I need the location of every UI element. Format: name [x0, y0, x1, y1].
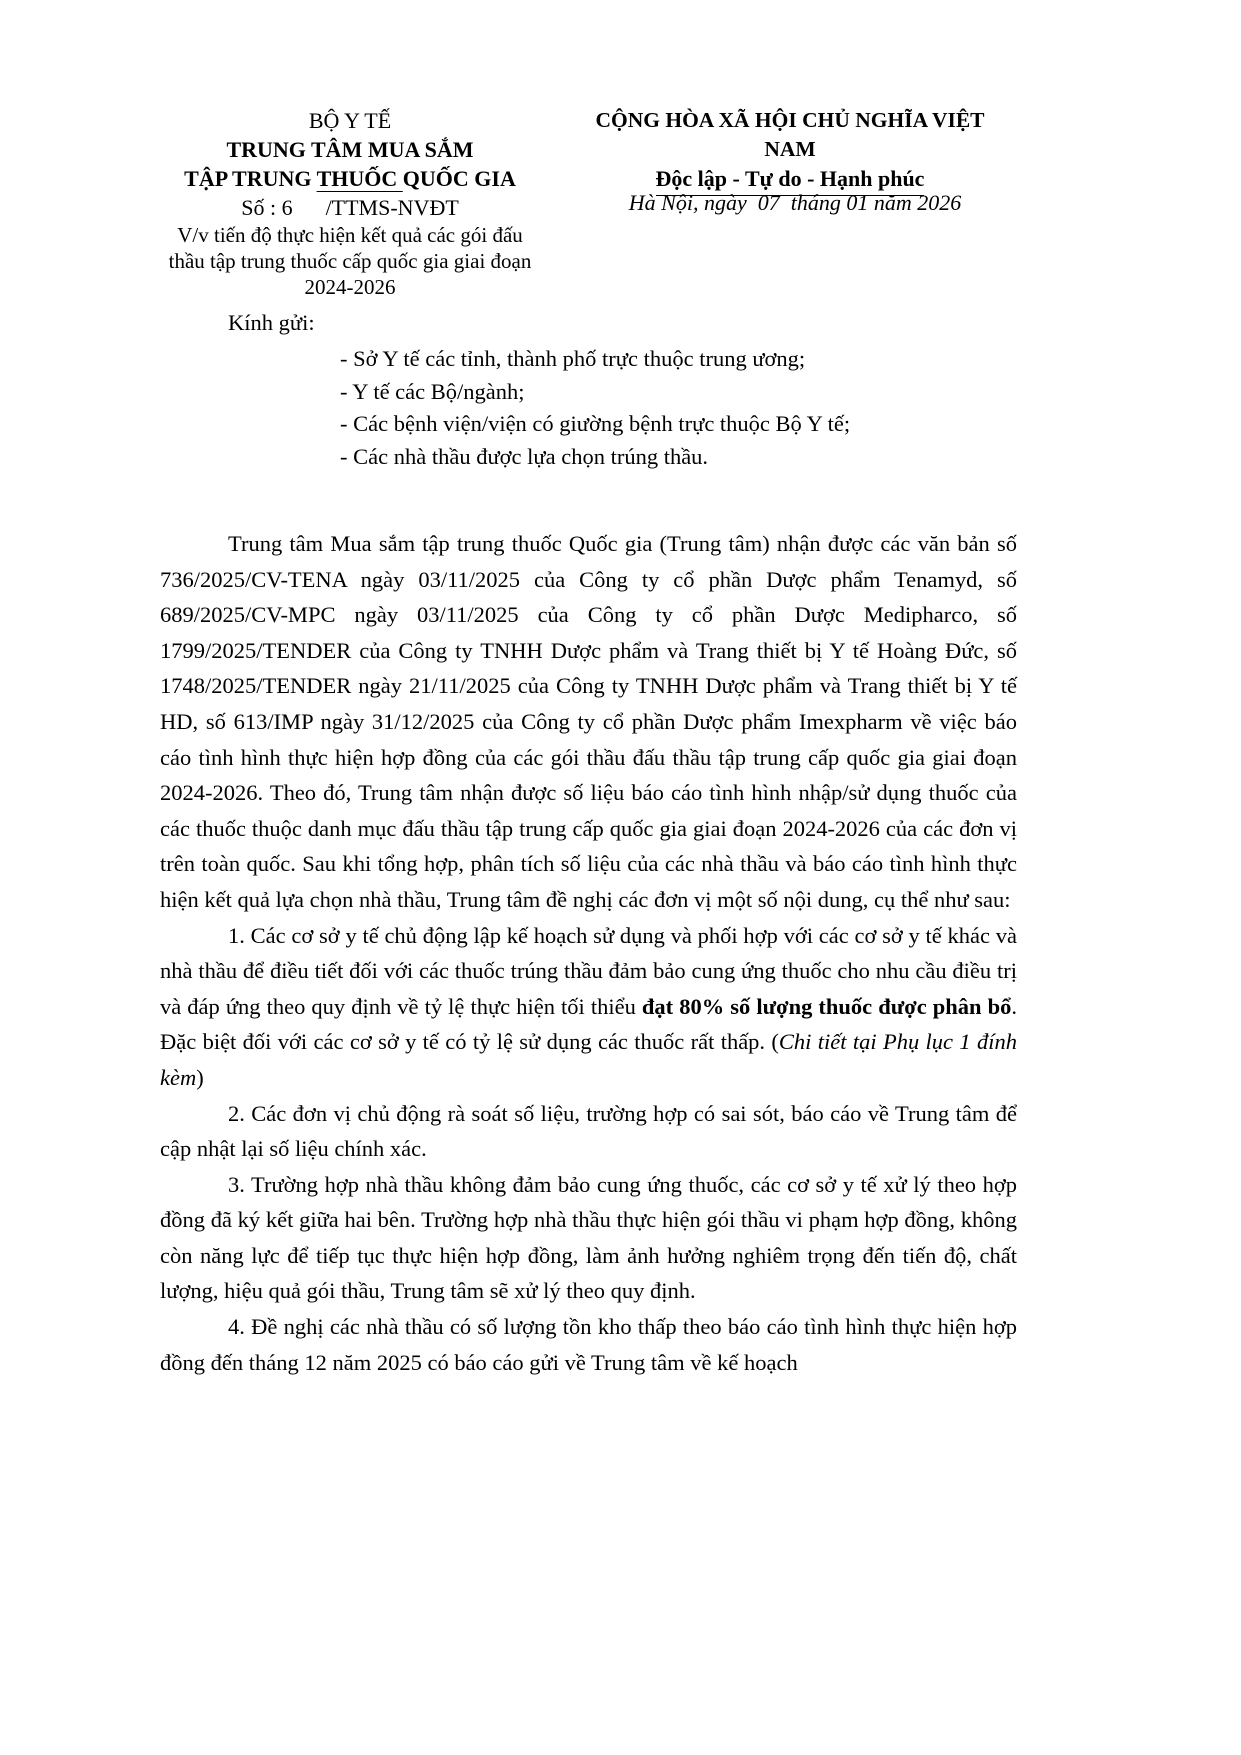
- document-subject: V/v tiến độ thực hiện kết quả các gói đấu thầu tập trung thuốc cấp quốc gia giai đoạn 2024-2026: [168, 223, 532, 299]
- document-number: Số : 6 /TTMS-NVĐT: [241, 195, 459, 220]
- item-1-text: 1. Các cơ sở y tế chủ động lập kế hoạch sử dụng và phối hợp với các cơ sở y tế khác và nhà thầu để điều tiết đối với các thuốc trúng thầu đảm bảo cung ứng thuốc cho nhu cầu điều trị và đáp ứng theo quy định về tỷ lệ thực hiện tối thiểu: [160, 922, 1017, 1019]
- item-3-paragraph: 3. Trường hợp nhà thầu không đảm bảo cung ứng thuốc, các cơ sở y tế xử lý theo hợp đồng đã ký kết giữa hai bên. Trường hợp nhà thầu thực hiện gói thầu vi phạm hợp đồng, không còn năng lực để tiếp tục thực hiện hợp đồng, làm ảnh hưởng nghiêm trọng đến tiến độ, chất lượng, hiệu quả gói thầu, Trung tâm sẽ xử lý theo quy định.: [160, 1171, 1017, 1304]
- document-date: Hà Nội, ngày 07 tháng 01 năm 2026: [628, 190, 962, 215]
- country-name: CỘNG HÒA XÃ HỘI CHỦ NGHĨA VIỆT NAM: [595, 108, 985, 161]
- appendix-reference: Chi tiết tại Phụ lục 1 đính kèm: [160, 1029, 1018, 1090]
- ministry-name: BỘ Y TẾ: [308, 108, 392, 133]
- item-1-text: ): [196, 1064, 204, 1090]
- item-4-paragraph: 4. Đề nghị các nhà thầu có số lượng tồn kho thấp theo báo cáo tình hình thực hiện hợp đồng đến tháng 12 năm 2025 có báo cáo gửi về Trung tâm về kế hoạch: [160, 1314, 1017, 1375]
- org-name-part: QUỐC GIA: [402, 166, 516, 191]
- org-name-part-underlined: THUỐC: [316, 166, 403, 191]
- recipient-item: - Các bệnh viện/viện có giường bệnh trực thuộc Bộ Y tế;: [340, 411, 851, 436]
- item-2-paragraph: 2. Các đơn vị chủ động rà soát số liệu, trường hợp có sai sót, báo cáo về Trung tâm để cập nhật lại số liệu chính xác.: [160, 1100, 1017, 1162]
- national-header: [590, 106, 990, 196]
- document-body: [160, 526, 1017, 1380]
- recipient-list: [340, 343, 850, 473]
- item-1-emphasis: đạt 80% số lượng thuốc được phân bổ: [641, 993, 1012, 1019]
- intro-paragraph: Trung tâm Mua sắm tập trung thuốc Quốc gia (Trung tâm) nhận được các văn bản số 736/2025/CV-TENA ngày 03/11/2025 của Công ty cổ phần Dược phẩm Tenamyd, số 689/2025/CV-MPC ngày 03/11/2025 của Công ty cổ phần Dược Medipharco, số 1799/2025/TENDER của Công ty TNHH Dược phẩm và Trang thiết bị Y tế Hoàng Đức, số 1748/2025/TENDER ngày 21/11/2025 của Công ty TNHH Dược phẩm và Trang thiết bị Y tế HD, số 613/IMP ngày 31/12/2025 của Công ty cổ phần Dược phẩm Imexpharm về việc báo cáo tình hình thực hiện hợp đồng của các gói thầu đấu thầu tập trung cấp quốc gia giai đoạn 2024-2026. Theo đó, Trung tâm nhận được số liệu báo cáo tình hình nhập/sử dụng thuốc của các thuốc thuộc danh mục đấu thầu tập trung cấp quốc gia giai đoạn 2024-2026 của các đơn vị trên toàn quốc. Sau khi tổng hợp, phân tích số liệu của các nhà thầu và báo cáo tình hình thực hiện kết quả lựa chọn nhà thầu, Trung tâm đề nghị các đơn vị một số nội dung, cụ thể như sau:: [160, 531, 1017, 912]
- org-name-part: TẬP TRUNG: [184, 166, 317, 191]
- org-name-line2: [150, 164, 550, 193]
- org-name-line1: TRUNG TÂM MUA SẮM: [226, 137, 474, 162]
- greeting: Kính gửi:: [228, 310, 315, 335]
- national-motto: Độc lập - Tự do - Hạnh phúc: [656, 164, 925, 196]
- item-1-text: . Đặc biệt đối với các cơ sở y tế có tỷ lệ sử dụng các thuốc rất thấp. (: [160, 993, 1017, 1055]
- item-1-paragraph: [160, 918, 1017, 1096]
- issuer-block: [150, 106, 550, 300]
- recipient-item: - Y tế các Bộ/ngành;: [340, 378, 525, 404]
- recipient-item: - Các nhà thầu được lựa chọn trúng thầu.: [340, 443, 709, 469]
- recipient-item: - Sở Y tế các tỉnh, thành phố trực thuộc trung ương;: [340, 346, 806, 371]
